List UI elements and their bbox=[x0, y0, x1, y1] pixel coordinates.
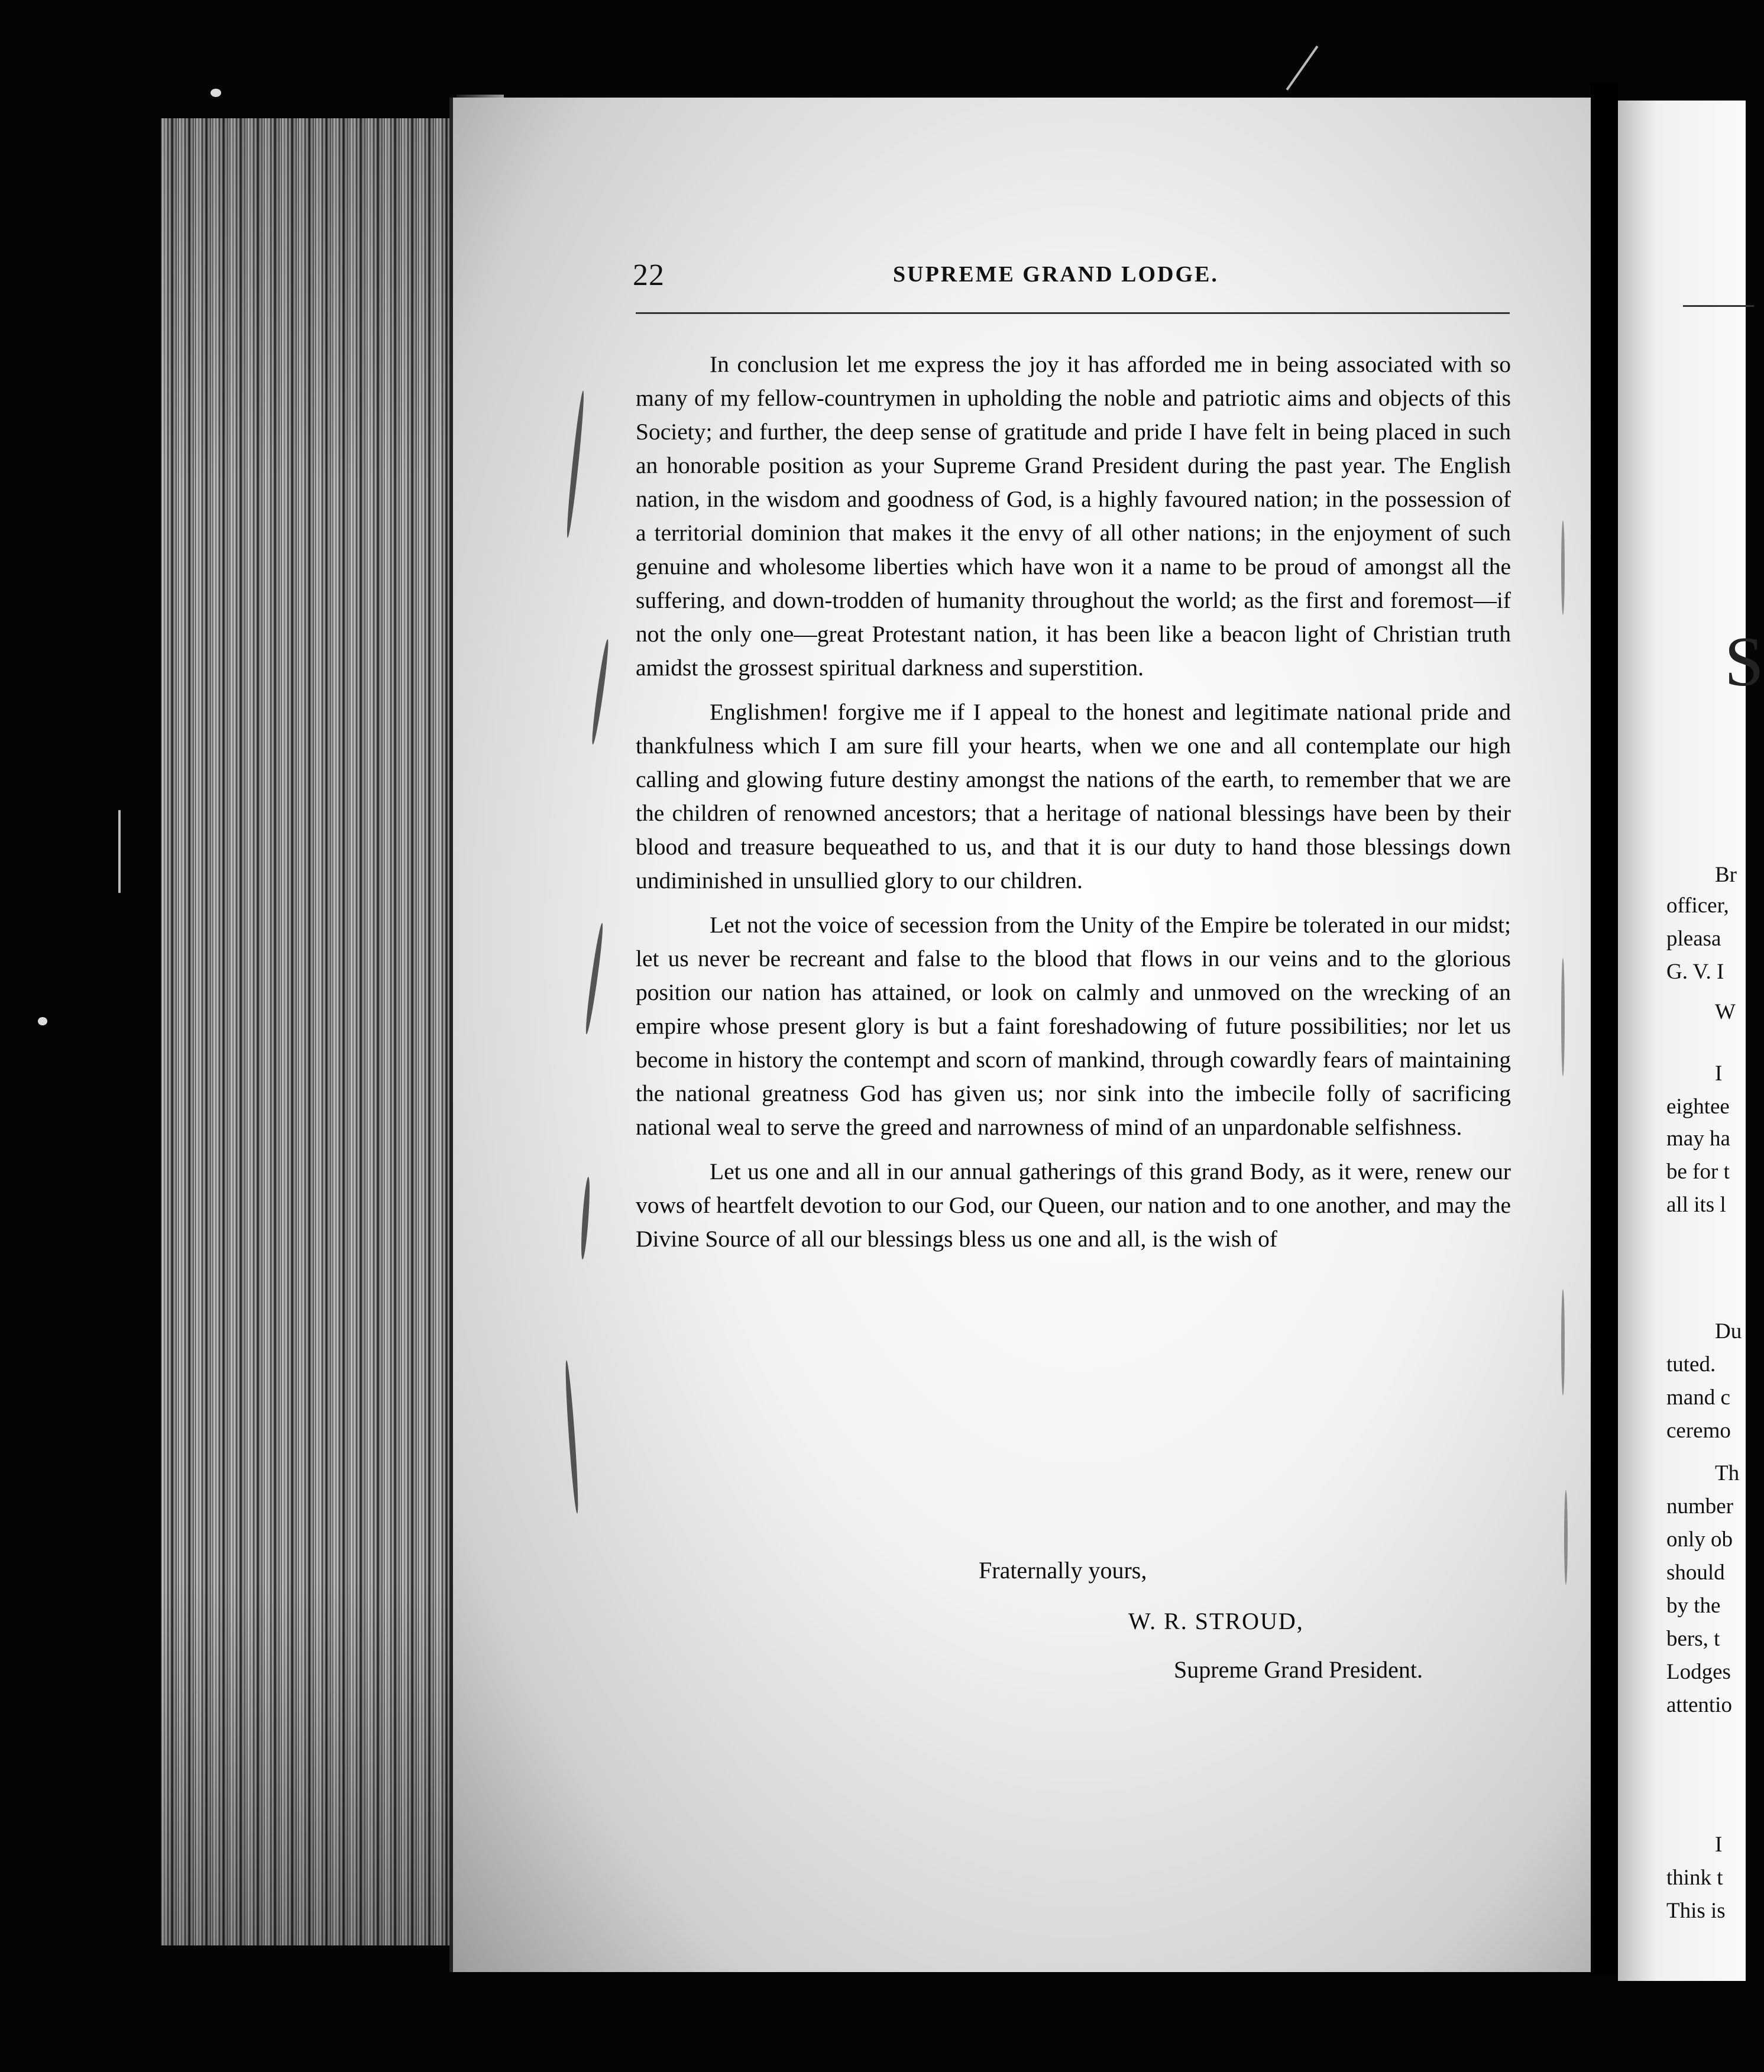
paragraph: Let us one and all in our annual gatherings of this grand Body, as it were, renew our vows of heartfelt devotion to our God, our Queen, our nation and to one another, and may the Divine Source of all our blessings bless us one and all, is the wish of bbox=[636, 1158, 1511, 1252]
right-page bbox=[1618, 101, 1764, 1981]
scan-scratch bbox=[118, 810, 121, 893]
right-page-fragment: number bbox=[1666, 1494, 1734, 1519]
right-page-fragment: ceremo bbox=[1666, 1419, 1731, 1443]
salutation: Fraternally yours, bbox=[979, 1557, 1147, 1584]
right-page-fragment: eightee bbox=[1666, 1095, 1730, 1119]
right-page-fragment: I bbox=[1715, 1061, 1723, 1086]
right-page-fragment: think t bbox=[1666, 1866, 1723, 1890]
scan-speck bbox=[38, 1017, 47, 1025]
running-head: SUPREME GRAND LODGE. bbox=[893, 262, 1219, 287]
margin-pencil-mark bbox=[1561, 958, 1565, 1076]
right-page-fragment: pleasa bbox=[1666, 927, 1721, 951]
right-page-fragment: attentio bbox=[1666, 1693, 1732, 1717]
right-page-fragment: may ha bbox=[1666, 1126, 1730, 1151]
scan-speck bbox=[211, 89, 221, 97]
right-page-fragment: officer, bbox=[1666, 893, 1729, 918]
page-number: 22 bbox=[633, 258, 665, 292]
right-page-fragment: tuted. bbox=[1666, 1352, 1716, 1377]
margin-pencil-mark bbox=[1564, 1490, 1568, 1585]
right-page-fragment: Th bbox=[1715, 1461, 1740, 1485]
scan-scratch bbox=[1286, 46, 1319, 90]
right-page-fragment: all its l bbox=[1666, 1193, 1726, 1217]
book-spine-gap bbox=[1591, 83, 1618, 1975]
right-page-fragment: W bbox=[1715, 1000, 1736, 1024]
signature: W. R. STROUD, bbox=[1128, 1608, 1304, 1634]
right-page-fragment: mand c bbox=[1666, 1385, 1730, 1410]
right-page-fragment: be for t bbox=[1666, 1160, 1730, 1184]
right-page-fragment: This is bbox=[1666, 1899, 1726, 1923]
book-page-edges bbox=[161, 118, 457, 1945]
paragraph: Englishmen! forgive me if I appeal to the honest and legitimate national pride and thankfulness which I am sure fill your hearts, when we one and all contemplate our high calling and glowing future destiny amongst the nations of the earth, to remember that we are the children of renowned ancestors; that a heritage of national blessings have been by their blood and treasure bequeathed to us, and that it is our duty to hand those blessings down undiminished in unsullied glory to our children. bbox=[636, 699, 1511, 893]
paragraph: Let not the voice of secession from the Unity of the Empire be tolerated in our midst; let us never be recreant and false to the blood that flows in our veins and to the glorious position our nation has attained, or look on calmly and unmoved on the wrecking of an empire whose present glory is but a faint foreshadowing of future possibilities; nor let us become in history the contempt and scorn of mankind, through cowardly fears of maintaining the national greatness God has given us; nor sink into the imbecile folly of sacrificing national weal to serve the greed and narrowness of mind of an unpardonable selfishness. bbox=[636, 912, 1511, 1140]
right-page-fragment: G. V. I bbox=[1666, 960, 1724, 984]
right-page-fragment: by the bbox=[1666, 1594, 1721, 1618]
margin-pencil-mark bbox=[1561, 520, 1565, 615]
right-page-fragment: I bbox=[1715, 1833, 1723, 1857]
letter-body bbox=[636, 348, 1511, 1267]
right-page-rule bbox=[1683, 305, 1754, 307]
right-page-fragment: only ob bbox=[1666, 1527, 1733, 1552]
right-page-fragment: Br bbox=[1715, 863, 1737, 887]
margin-pencil-mark bbox=[1561, 1289, 1565, 1396]
paragraph: In conclusion let me express the joy it has afforded me in being associated with so many of my fellow-countrymen in upholding the noble and patriotic aims and objects of this Society; and further, the deep sense of gratitude and pride I have felt in being placed in such an honorable position as your Supreme Grand President during the past year. The English nation, in the wisdom and goodness of God, is a highly favoured nation; in the possession of a territorial dominion that makes it the envy of all other nations; in the enjoyment of such genuine and wholesome liberties which have won it a name to be proud of amongst all the suffering, and down-trodden of humanity throughout the world; as the first and foremost—if not the only one—great Protestant nation, it has been like a beacon light of Christian truth amidst the grossest spiritual darkness and superstition. bbox=[636, 351, 1511, 681]
right-page-fragment: bers, t bbox=[1666, 1627, 1720, 1651]
right-page-fragment: Lodges bbox=[1666, 1660, 1731, 1684]
header-rule bbox=[636, 312, 1510, 314]
right-page-fragment: Du bbox=[1715, 1319, 1742, 1343]
signatory-title: Supreme Grand President. bbox=[1174, 1656, 1423, 1683]
right-page-initial: S bbox=[1724, 622, 1764, 701]
right-page-fragment: should bbox=[1666, 1561, 1725, 1585]
